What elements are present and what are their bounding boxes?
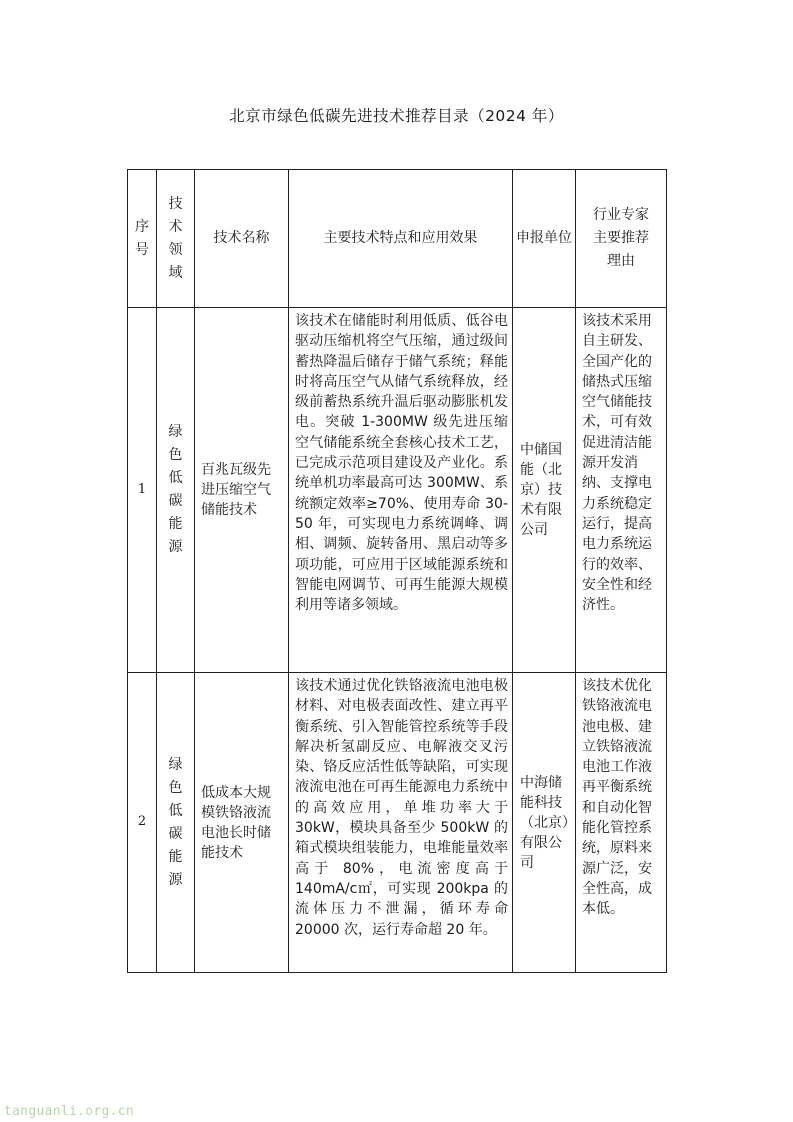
header-applicant: 申报单位	[513, 170, 576, 308]
header-reason: 行业专家 主要推荐 理由	[576, 170, 667, 308]
header-field: 技 术 领 域	[157, 170, 195, 308]
row-reason: 该技术优化铁铬液流电池电极、建立铁铬液流电池工作液再平衡系统和自动化智能化管控系统，原料来源广泛，安全性高，成本低。	[576, 673, 667, 973]
technology-catalog-table	[127, 169, 667, 973]
watermark: tanguanli.org.cn	[4, 1104, 135, 1119]
header-name: 技术名称	[195, 170, 289, 308]
table-row	[128, 673, 667, 973]
table-row	[128, 308, 667, 673]
header-index: 序 号	[128, 170, 157, 308]
row-field: 绿 色 低 碳 能 源	[157, 308, 195, 673]
row-index: 1	[128, 308, 157, 673]
row-applicant: 中海储能科技（北京）有限公司	[513, 673, 576, 973]
row-applicant: 中储国能（北京）技术有限公司	[513, 308, 576, 673]
row-tech-name: 低成本大规模铁铬液流电池长时储能技术	[195, 673, 289, 973]
row-features: 该技术通过优化铁铬液流电池电极材料、对电极表面改性、建立再平衡系统、引入智能管控系统等手段解决析氢副反应、电解液交叉污染、铬反应活性低等缺陷，可实现液流电池在可再生能源电力系统中的高效应用，单堆功率大于 30kW，模块具备至少 500kW 的箱式模块组装能力，电堆能量效率高于 80%，电流密度高于 140mA/c㎡，可实现 200kpa 的流体压力不泄漏，循环寿命 20000 次，运行寿命超 20 年。	[289, 673, 513, 973]
header-features: 主要技术特点和应用效果	[289, 170, 513, 308]
row-field: 绿 色 低 碳 能 源	[157, 673, 195, 973]
row-features: 该技术在储能时利用低质、低谷电驱动压缩机将空气压缩，通过级间蓄热降温后储存于储气系统；释能时将高压空气从储气系统释放，经级前蓄热系统升温后驱动膨胀机发电。突破 1-300MW 级先进压缩空气储能系统全套核心技术工艺，已完成示范项目建设及产业化。系统单机功率最高可达 300MW、系统额定效率≥70%、使用寿命 30-50 年，可实现电力系统调峰、调相、调频、旋转备用、黑启动等多项功能，可应用于区域能源系统和智能电网调节、可再生能源大规模利用等诸多领域。	[289, 308, 513, 673]
table-header-row	[128, 170, 667, 308]
row-tech-name: 百兆瓦级先进压缩空气储能技术	[195, 308, 289, 673]
document-title: 北京市绿色低碳先进技术推荐目录（2024 年）	[229, 107, 564, 125]
row-index: 2	[128, 673, 157, 973]
row-reason: 该技术采用自主研发、全国产化的储热式压缩空气储能技术，可有效促进清洁能源开发消纳、支撑电力系统稳定运行，提高电力系统运行的效率、安全性和经济性。	[576, 308, 667, 673]
